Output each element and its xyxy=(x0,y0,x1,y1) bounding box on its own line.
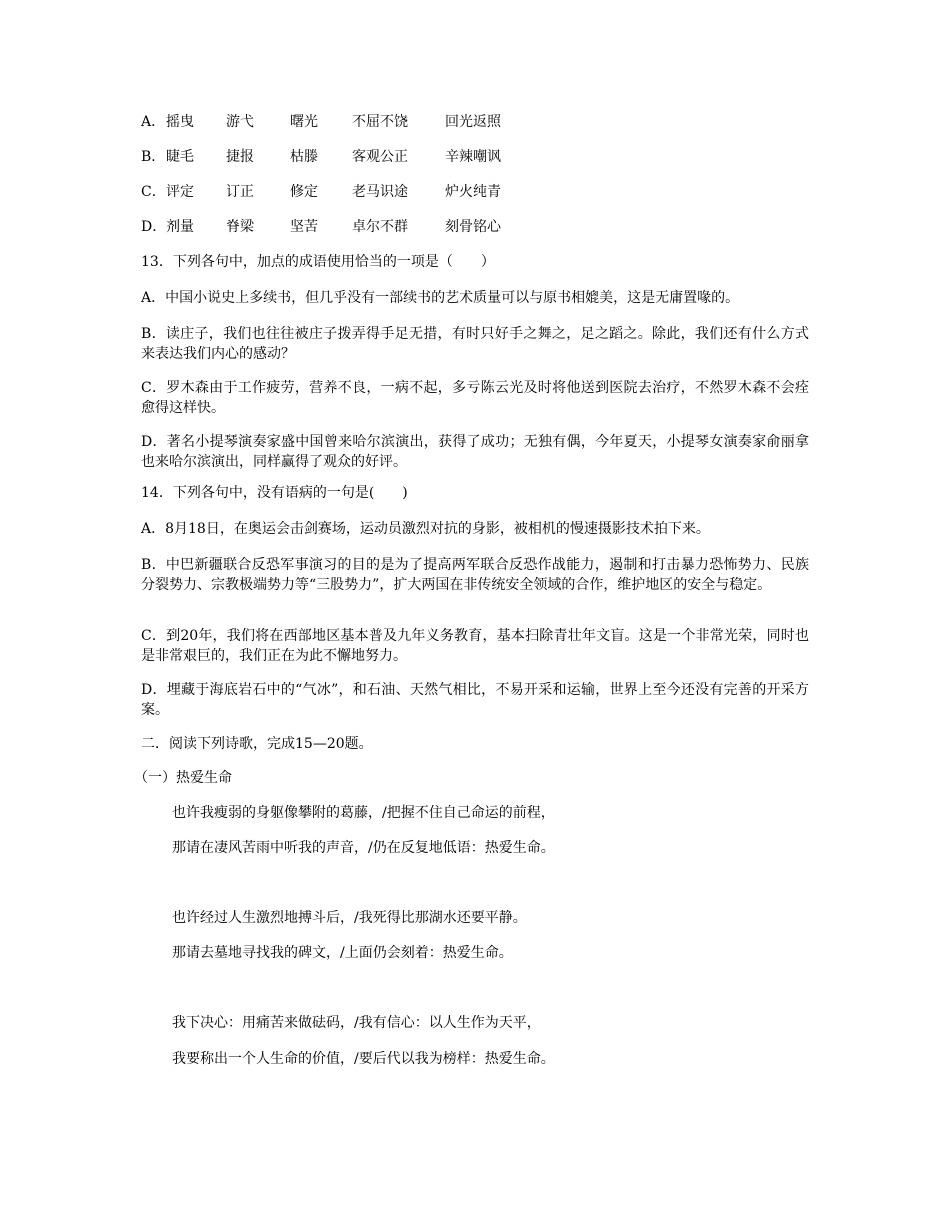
q12-option-b xyxy=(141,147,501,167)
q14-option-d: D．埋藏于海底岩石中的“气冰”，和石油、天然气相比，不易开采和运输，世界上至今还没有完善的开采方案。 xyxy=(141,682,809,718)
option-word: 炉火纯青 xyxy=(445,184,501,200)
q13-option-c: C．罗木森由于工作疲劳，营养不良，一病不起，多亏陈云光及时将他送到医院去治疗，不然罗木森不会痊愈得这样快。 xyxy=(141,380,809,416)
poem-line: 我要称出一个人生命的价值，/要后代以我为榜样：热爱生命。 xyxy=(172,1051,555,1067)
q13-stem: 13．下列各句中，加点的成语使用恰当的一项是（ ） xyxy=(141,254,495,270)
option-word: 评定 xyxy=(166,184,194,200)
option-word: 坚苦 xyxy=(290,219,318,235)
option-word: 回光返照 xyxy=(445,114,501,130)
poem-line: 我下决心：用痛苦来做砝码，/我有信心：以人生作为天平， xyxy=(172,1015,541,1031)
poem-line: 也许我瘦弱的身躯像攀附的葛藤，/把握不住自己命运的前程， xyxy=(172,805,555,821)
q13-option-a: A．中国小说史上多续书，但几乎没有一部续书的艺术质量可以与原书相媲美，这是无庸置喙的。 xyxy=(141,290,740,306)
option-word: 睫毛 xyxy=(166,149,194,165)
poem-line: 那请在凄风苦雨中听我的声音，/仍在反复地低语：热爱生命。 xyxy=(172,840,555,856)
option-word: 订正 xyxy=(226,184,254,200)
poem-line: 也许经过人生激烈地搏斗后，/我死得比那湖水还要平静。 xyxy=(172,910,527,926)
option-word: 脊梁 xyxy=(226,219,254,235)
section-heading: 二．阅读下列诗歌，完成15—20题。 xyxy=(141,736,373,752)
option-label: C． xyxy=(141,184,166,200)
option-word: 曙光 xyxy=(290,114,318,130)
option-word: 捷报 xyxy=(226,149,254,165)
option-word: 修定 xyxy=(290,184,318,200)
poem-line: 那请去墓地寻找我的碑文，/上面仍会刻着：热爱生命。 xyxy=(172,945,513,961)
q14-stem: 14．下列各句中，没有语病的一句是( ) xyxy=(141,485,408,501)
poem-title: （一）热爱生命 xyxy=(134,770,232,786)
q13-option-b: B．读庄子，我们也往往被庄子拨弄得手足无措，有时只好手之舞之，足之蹈之。除此，我们还有什么方式来表达我们内心的感动？ xyxy=(141,326,809,362)
option-word: 辛辣嘲讽 xyxy=(445,149,501,165)
q12-option-d xyxy=(141,217,501,237)
option-word: 刻骨铭心 xyxy=(445,219,501,235)
q14-option-b: B．中巴新疆联合反恐军事演习的目的是为了提高两军联合反恐作战能力，遏制和打击暴力恐怖势力、民族分裂势力、宗教极端势力等“三股势力”，扩大两国在非传统安全领域的合作，维护地区的安全与稳定。 xyxy=(141,557,809,593)
option-label: B． xyxy=(141,149,166,165)
option-label: D． xyxy=(141,219,167,235)
option-word: 客观公正 xyxy=(352,149,408,165)
q13-option-d: D．著名小提琴演奏家盛中国曾来哈尔滨演出，获得了成功；无独有偶，今年夏天，小提琴女演奏家俞丽拿也来哈尔滨演出，同样赢得了观众的好评。 xyxy=(141,434,809,470)
q12-option-c xyxy=(141,182,501,202)
q12-option-a xyxy=(141,112,501,132)
option-word: 游弋 xyxy=(226,114,254,130)
option-word: 老马识途 xyxy=(352,184,408,200)
option-label: A． xyxy=(141,114,166,130)
option-word: 摇曳 xyxy=(166,114,194,130)
q14-option-c: C．到20年，我们将在西部地区基本普及九年义务教育，基本扫除青壮年文盲。这是一个非常光荣，同时也是非常艰巨的，我们正在为此不懈地努力。 xyxy=(141,628,809,664)
option-word: 卓尔不群 xyxy=(352,219,408,235)
option-word: 剂量 xyxy=(166,219,194,235)
q14-option-a: A．8月18日，在奥运会击剑赛场，运动员激烈对抗的身影，被相机的慢速摄影技术拍下来。 xyxy=(141,521,710,537)
option-word: 枯滕 xyxy=(290,149,318,165)
option-word: 不屈不饶 xyxy=(352,114,408,130)
